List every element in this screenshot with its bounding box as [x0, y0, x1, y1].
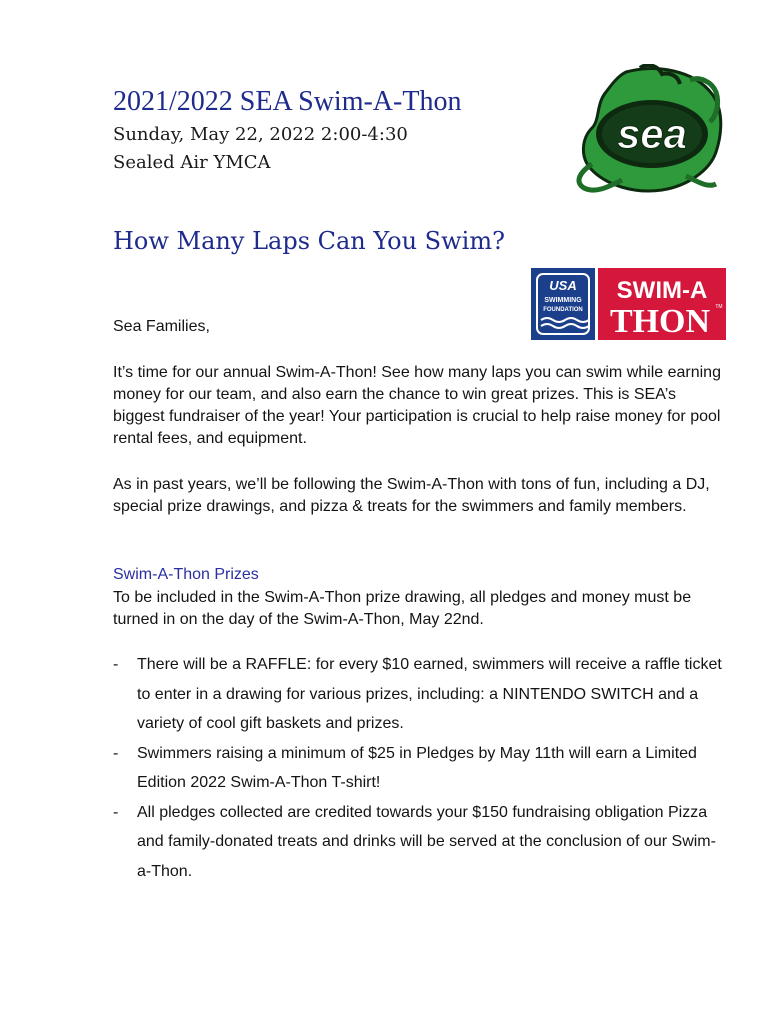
sea-dragon-logo [566, 64, 726, 194]
prizes-section-title: Swim-A-Thon Prizes [113, 566, 259, 583]
event-date: Sunday, May 22, 2022 2:00-4:30 [113, 124, 408, 145]
usa-logo-line1: USA [549, 278, 577, 293]
usa-logo-line2: SWIMMING [544, 297, 582, 304]
list-item-text: All pledges collected are credited towards your $150 fundraising obligation Pizza and family-donated treats and drinks will be served at the conclusion of our Swim-a-Thon. [137, 803, 716, 880]
event-venue: Sealed Air YMCA [113, 152, 271, 173]
swim-logo-line2: THON [609, 303, 711, 340]
page-title: 2021/2022 SEA Swim-A-Thon [113, 86, 462, 117]
list-item [113, 739, 723, 798]
prizes-intro: To be included in the Swim-A-Thon prize drawing, all pledges and money must be turned in on the day of the Swim-A-Thon, May 22nd. [113, 589, 692, 628]
activities-paragraph: As in past years, we’ll be following the Swim-A-Thon with tons of fun, including a DJ, special prize drawings, and pizza & treats for the swimmers and family members. [113, 476, 710, 515]
list-item-text: There will be a RAFFLE: for every $10 earned, swimmers will receive a raffle ticket to enter in a drawing for various prizes, including: a NINTENDO SWITCH and a variety of cool gift baskets and prizes. [137, 656, 722, 732]
swim-logo-tm: TM [715, 304, 723, 310]
main-heading: How Many Laps Can You Swim? [113, 227, 505, 255]
bullet-marker: - [113, 656, 119, 673]
sea-logo-text: sea [616, 110, 688, 157]
intro-paragraph: It’s time for our annual Swim-A-Thon! See how many laps you can swim while earning money for our team, and also earn the chance to win great prizes. This is SEA’s biggest fundraiser of the year! Your participation is crucial to help raise money for pool rental fees, and equipment. [113, 364, 721, 447]
bullet-marker: - [113, 744, 119, 762]
greeting: Sea Families, [113, 318, 210, 335]
swim-logo-line1: SWIM-A [616, 277, 708, 304]
bullet-marker: - [113, 803, 119, 821]
prizes-list [113, 650, 723, 886]
list-item [113, 650, 723, 739]
usa-logo-line3: FOUNDATION [543, 307, 583, 313]
list-item [113, 798, 723, 887]
list-item-text: Swimmers raising a minimum of $25 in Pledges by May 11th will earn a Limited Edition 2022 Swim-A-Thon T-shirt! [137, 744, 697, 791]
